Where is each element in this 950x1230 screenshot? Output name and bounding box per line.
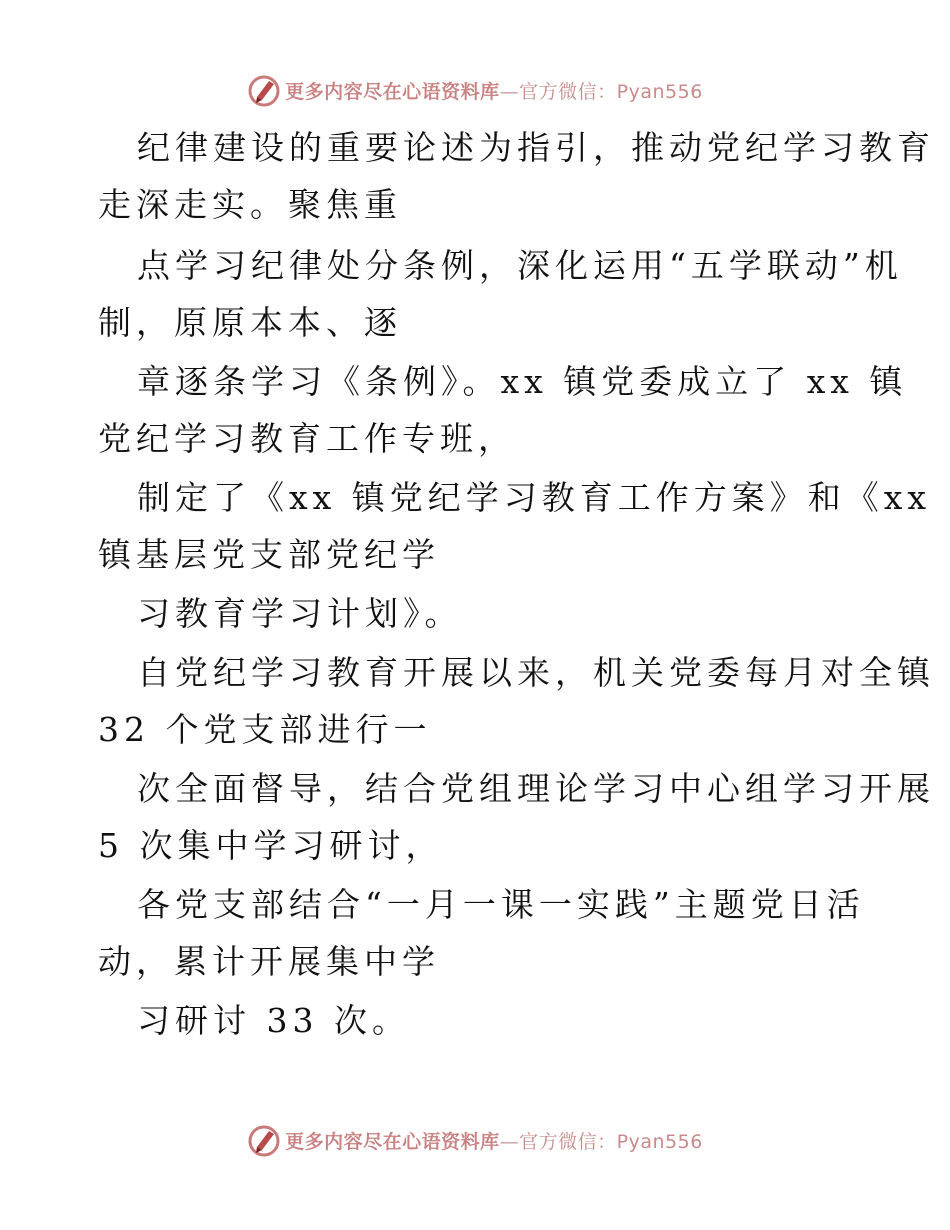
text-line: 党纪学习教育工作专班， — [98, 419, 516, 458]
watermark-text — [285, 1127, 703, 1154]
text-line: 习教育学习计划》。 — [137, 594, 463, 633]
watermark-dash: — — [499, 1130, 520, 1153]
text-line: 5 次集中学习研讨， — [98, 826, 444, 865]
text-line: 32 个党支部进行一 — [98, 710, 432, 749]
footer-watermark — [0, 1120, 950, 1160]
text-line: 点学习纪律处分条例，深化运用“五学联动”机 — [137, 246, 903, 285]
watermark-wechat: 官方微信：Pyan556 — [519, 1130, 703, 1153]
text-line: 镇基层党支部党纪学 — [98, 535, 440, 574]
pen-logo-icon — [247, 1123, 281, 1157]
watermark-brand: 更多内容尽在心语资料库 — [285, 80, 500, 103]
pen-logo-icon — [247, 73, 281, 107]
watermark-brand: 更多内容尽在心语资料库 — [285, 1130, 500, 1153]
text-line: 动，累计开展集中学 — [98, 942, 440, 981]
text-line: 次全面督导，结合党组理论学习中心组学习开展 — [137, 769, 935, 808]
text-line: 纪律建设的重要论述为指引，推动党纪学习教育 — [137, 128, 935, 167]
watermark-wechat: 官方微信：Pyan556 — [519, 80, 703, 103]
text-line: 习研讨 33 次。 — [137, 1001, 410, 1040]
text-line: 制定了《xx 镇党纪学习教育工作方案》和《xx — [137, 478, 931, 517]
text-line: 制，原原本本、逐 — [98, 303, 402, 342]
text-line: 自党纪学习教育开展以来，机关党委每月对全镇 — [137, 653, 935, 692]
text-line: 章逐条学习《条例》。xx 镇党委成立了 xx 镇 — [137, 362, 908, 401]
watermark-text — [285, 77, 703, 104]
header-watermark — [0, 70, 950, 110]
text-line: 走深走实。聚焦重 — [98, 185, 402, 224]
watermark-dash: — — [499, 80, 520, 103]
text-line: 各党支部结合“一月一课一实践”主题党日活 — [137, 885, 865, 924]
